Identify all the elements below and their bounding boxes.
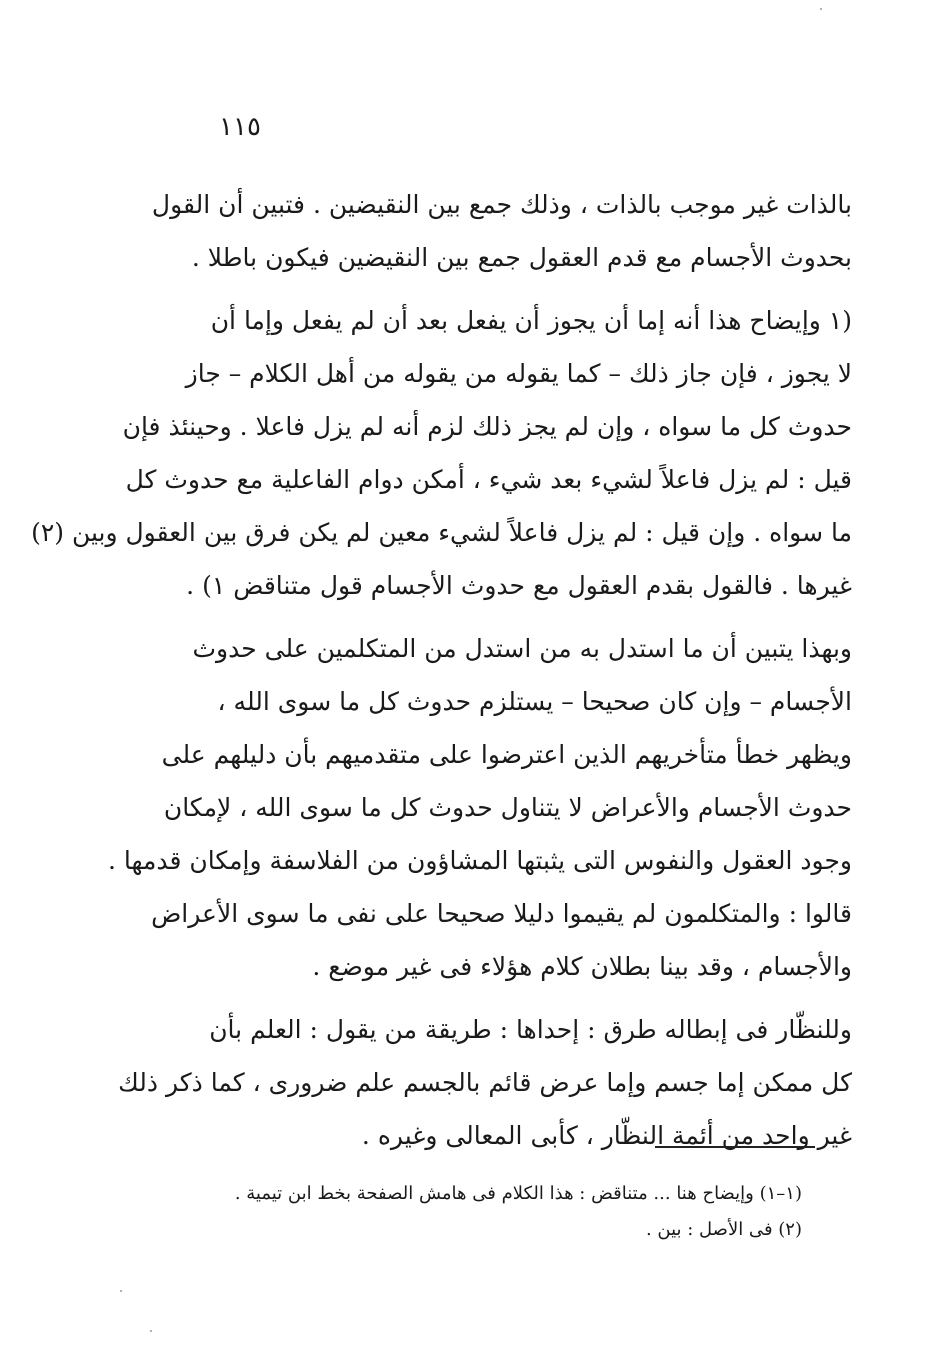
paragraph-4 — [118, 1003, 852, 1162]
text-line: لا يجوز ، فإن جاز ذلك – كما يقوله من يقوله من أهل الكلام – جاز — [185, 359, 852, 388]
text-line: قيل : لم يزل فاعلاً لشيء بعد شيء ، أمكن دوام الفاعلية مع حدوث كل — [125, 465, 852, 494]
footnote-2: (٢) فى الأصل : بين . — [645, 1219, 802, 1240]
text-line: وجود العقول والنفوس التى يثبتها المشاؤون من الفلاسفة وإمكان قدمها . — [107, 846, 852, 875]
text-line: والأجسام ، وقد بينا بطلان كلام هؤلاء فى غير موضع . — [312, 952, 852, 981]
footnotes — [150, 1176, 852, 1248]
main-text — [31, 178, 852, 1172]
text-line: حدوث الأجسام والأعراض لا يتناول حدوث كل ما سوى الله ، لإمكان — [163, 793, 852, 822]
text-line: كل ممكن إما جسم وإما عرض قائم بالجسم علم ضرورى ، كما ذكر ذلك — [118, 1068, 852, 1097]
text-line: بحدوث الأجسام مع قدم العقول جمع بين النقيضين فيكون باطلا . — [191, 243, 852, 272]
text-line: قالوا : والمتكلمون لم يقيموا دليلا صحيحا على نفى ما سوى الأعراض — [151, 899, 852, 928]
text-line: غيرها . فالقول بقدم العقول مع حدوث الأجسام قول متناقض ١) . — [186, 571, 852, 600]
text-line: وللنظّار فى إبطاله طرق : إحداها : طريقة من يقول : العلم بأن — [209, 1015, 852, 1044]
text-line: (١ وإيضاح هذا أنه إما أن يجوز أن يفعل بعد أن لم يفعل وإما أن — [210, 306, 852, 335]
page-number: ١١٥ — [219, 112, 261, 142]
text-line: بالذات غير موجب بالذات ، وذلك جمع بين النقيضين . فتبين أن القول — [151, 190, 852, 219]
footnote-divider — [655, 1146, 815, 1148]
scan-speck — [820, 8, 822, 10]
footnote-1: (١–١) وإيضاح هنا ... متناقض : هذا الكلام فى هامش الصفحة بخط ابن تيمية . — [234, 1183, 802, 1204]
paragraph-1 — [150, 178, 852, 284]
paragraph-2 — [31, 294, 852, 612]
text-line: غير واحد من أئمة النظّار ، كأبى المعالى وغيره . — [361, 1121, 852, 1150]
text-line: وبهذا يتبين أن ما استدل به من استدل من المتكلمين على حدوث — [192, 634, 852, 663]
scan-speck — [150, 1330, 152, 1332]
text-line: الأجسام – وإن كان صحيحا – يستلزم حدوث كل ما سوى الله ، — [217, 687, 852, 716]
scan-speck — [120, 1290, 122, 1292]
text-line: ما سواه . وإن قيل : لم يزل فاعلاً لشيء معين لم يكن فرق بين العقول وبين (٢) — [31, 518, 852, 547]
paragraph-3 — [107, 622, 852, 993]
text-line: حدوث كل ما سواه ، وإن لم يجز ذلك لزم أنه لم يزل فاعلا . وحينئذ فإن — [122, 412, 852, 441]
text-line: ويظهر خطأ متأخريهم الذين اعترضوا على متقدميهم بأن دليلهم على — [161, 740, 852, 769]
